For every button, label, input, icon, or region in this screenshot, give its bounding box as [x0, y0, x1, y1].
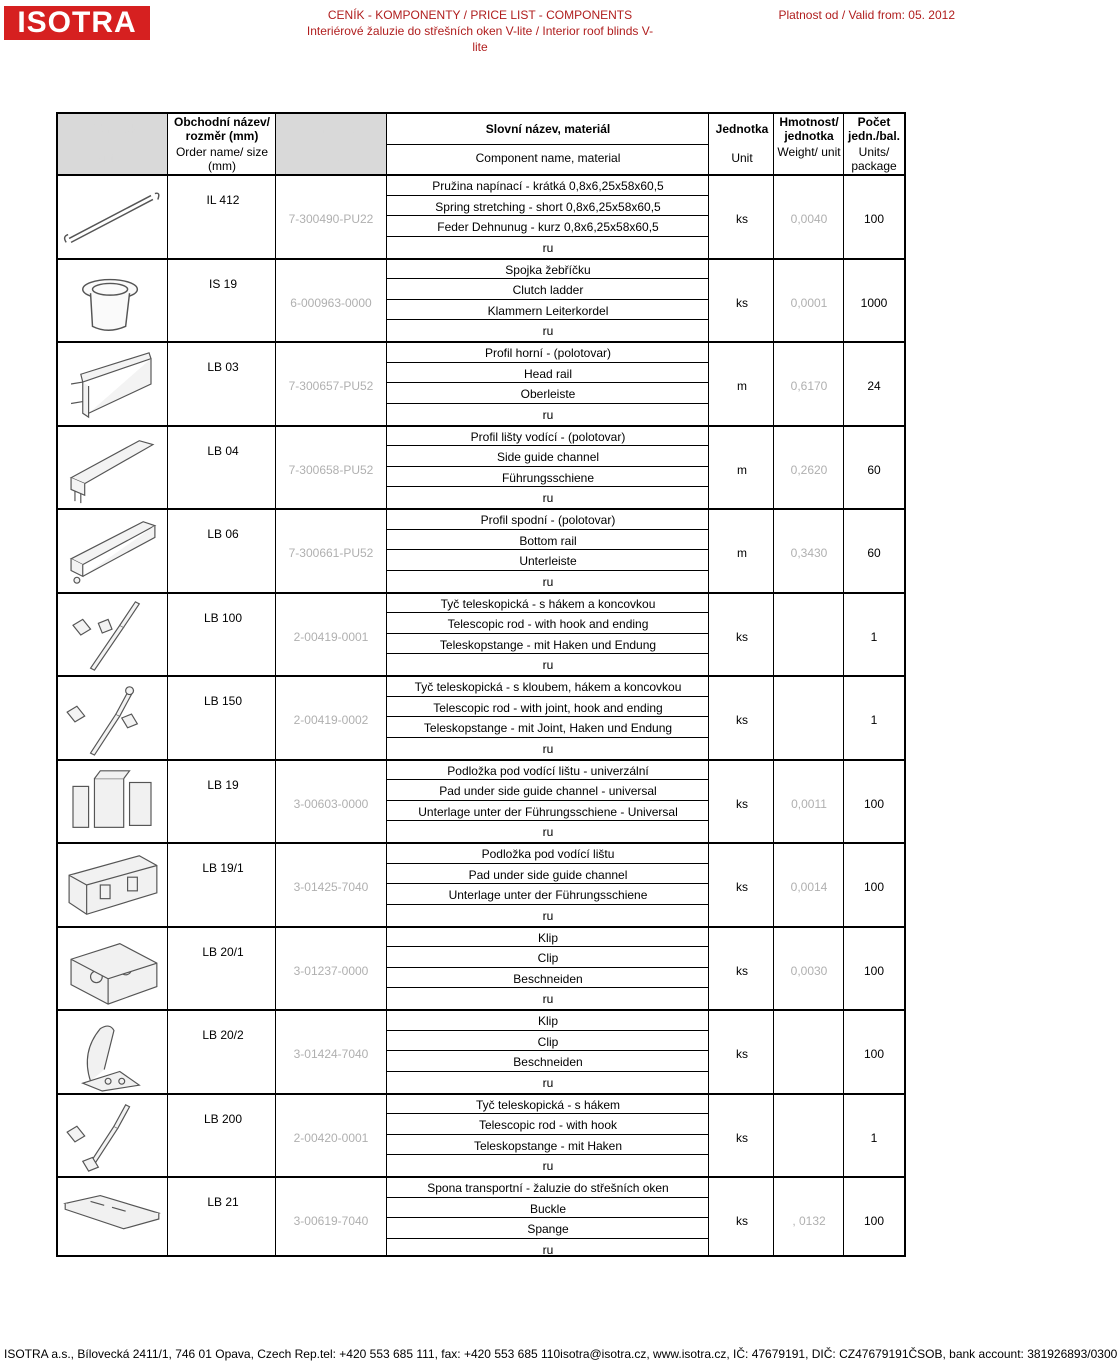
- units-per-package: 1: [870, 629, 878, 644]
- name-en: Head rail: [523, 366, 573, 381]
- isotra-logo: ISOTRA: [4, 6, 150, 40]
- row-divider: [387, 529, 709, 530]
- weight: 0,0001: [790, 295, 828, 310]
- weight: 0,3430: [790, 546, 828, 560]
- row-divider: [387, 486, 709, 487]
- unit: ks: [736, 1214, 748, 1228]
- table-row: [58, 174, 904, 258]
- name-de: Beschneiden: [513, 971, 583, 986]
- unit: m: [737, 546, 747, 560]
- table-row: [58, 341, 904, 425]
- name-en: Spring stretching - short 0,8x6,25x58x60,5: [435, 199, 661, 214]
- units-per-package: 1: [870, 713, 878, 727]
- buckle-icon: [60, 1180, 164, 1258]
- row-divider: [387, 570, 709, 571]
- order-name: IL 412: [206, 193, 240, 207]
- name-en: Clutch ladder: [512, 283, 584, 297]
- guide-channel-icon: [60, 429, 164, 507]
- order-name: LB 20/1: [202, 944, 244, 959]
- order-name: LB 19: [207, 777, 239, 792]
- row-divider: [387, 967, 709, 968]
- telescopic-rod-icon: [60, 596, 164, 674]
- row-divider: [387, 987, 709, 988]
- name-ru: ru: [542, 1242, 554, 1257]
- row-divider: [387, 1113, 709, 1114]
- name-ru: ru: [542, 741, 554, 756]
- order-number: 7-300490-PU22: [288, 212, 374, 226]
- unit: ks: [736, 295, 748, 310]
- weight: , 0132: [792, 1214, 826, 1228]
- name-en: Pad under side guide channel - universal: [439, 784, 657, 798]
- units-per-package: 100: [863, 212, 885, 226]
- table-row: [58, 1093, 904, 1177]
- telescopic-rod-hook-icon: [60, 1097, 164, 1175]
- name-en: Clip: [537, 951, 559, 965]
- row-divider: [387, 1154, 709, 1155]
- row-divider: [387, 716, 709, 717]
- pad-universal-icon: [60, 763, 164, 841]
- name-ru: ru: [542, 491, 554, 505]
- name-de: Unterlage unter der Führungsschiene - Universal: [418, 804, 678, 819]
- order-number: 7-300661-PU52: [288, 546, 374, 560]
- header-order-number-cz: Výr.číslo: [306, 122, 356, 136]
- table-row: [58, 759, 904, 843]
- row-divider: [387, 215, 709, 216]
- order-number: 2-00419-0001: [293, 629, 369, 644]
- header-divider: [387, 144, 709, 145]
- row-divider: [387, 382, 709, 383]
- table-row: [58, 1176, 904, 1260]
- order-number: 6-000963-0000: [290, 295, 372, 310]
- name-cz: Profil horní - (polotovar): [484, 346, 612, 360]
- units-per-package: 100: [863, 880, 885, 894]
- order-number: 2-00420-0001: [293, 1130, 369, 1145]
- title-line-2: Interiérové žaluzie do střešních oken V-lite / Interior roof blinds V-lite: [306, 24, 654, 54]
- name-cz: Profil spodní - (polotovar): [480, 513, 616, 527]
- table-header: [58, 114, 904, 174]
- name-de: Feder Dehnunug - kurz 0,8x6,25x58x60,5: [437, 220, 659, 234]
- name-en: Buckle: [529, 1201, 567, 1216]
- order-number: 3-01237-0000: [293, 963, 369, 978]
- name-ru: ru: [542, 240, 554, 255]
- unit: ks: [736, 796, 748, 811]
- order-name: LB 03: [207, 360, 239, 374]
- row-divider: [387, 445, 709, 446]
- clip-hook-icon: [60, 1013, 164, 1091]
- name-ru: ru: [542, 825, 554, 839]
- component-names: [387, 343, 709, 425]
- component-names: [387, 928, 709, 1010]
- weight: 0,6170: [790, 379, 828, 393]
- row-divider: [387, 1030, 709, 1031]
- row-divider: [387, 1134, 709, 1135]
- table-row: [58, 425, 904, 509]
- units-per-package: 100: [863, 796, 885, 811]
- weight: 0,0030: [790, 963, 828, 978]
- row-divider: [387, 904, 709, 905]
- units-per-package: 60: [867, 462, 881, 477]
- unit: ks: [736, 1047, 748, 1061]
- header-order-number-en: Order number: [293, 151, 369, 165]
- name-cz: Tyč teleskopická - s kloubem, hákem a koncovkou: [414, 680, 682, 694]
- col-divider: [275, 114, 276, 1255]
- row-divider: [387, 863, 709, 864]
- title-line-1: CENÍK - KOMPONENTY / PRICE LIST - COMPONENTS: [327, 8, 633, 22]
- table-row: [58, 258, 904, 342]
- component-names: [387, 260, 709, 342]
- row-divider: [387, 1071, 709, 1072]
- row-divider: [387, 737, 709, 738]
- name-de: Teleskopstange - mit Haken: [473, 1138, 623, 1153]
- row-divider: [387, 1197, 709, 1198]
- units-per-package: 1000: [860, 295, 888, 310]
- telescopic-rod-joint-icon: [60, 679, 164, 757]
- row-divider: [387, 362, 709, 363]
- document-title: [300, 7, 660, 55]
- component-names: [387, 427, 709, 509]
- price-list-table: [56, 112, 906, 1257]
- component-names: [387, 677, 709, 759]
- units-per-package: 100: [863, 1047, 885, 1061]
- header-weight-en: Weight/ unit: [777, 145, 841, 159]
- component-names: [387, 761, 709, 843]
- units-per-package: 100: [863, 1214, 885, 1228]
- table-row: [58, 1009, 904, 1093]
- unit: ks: [736, 212, 748, 226]
- unit: ks: [736, 963, 748, 978]
- row-divider: [387, 549, 709, 550]
- order-number: 3-00619-7040: [293, 1214, 369, 1228]
- row-divider: [387, 1238, 709, 1239]
- name-de: Oberleiste: [520, 387, 576, 401]
- row-divider: [387, 883, 709, 884]
- order-number: 3-01424-7040: [293, 1047, 369, 1061]
- weight: 0,0014: [790, 880, 828, 894]
- row-divider: [387, 696, 709, 697]
- table-row: [58, 926, 904, 1010]
- name-de: Unterlage unter der Führungsschiene: [448, 888, 648, 902]
- table-row: [58, 675, 904, 759]
- header-order-number: [276, 114, 386, 174]
- col-divider: [773, 114, 774, 1255]
- name-de: Beschneiden: [513, 1055, 583, 1069]
- bottom-rail-icon: [60, 512, 164, 590]
- component-names: [387, 1011, 709, 1093]
- col-divider: [708, 114, 709, 1255]
- row-divider: [387, 946, 709, 947]
- row-divider: [387, 236, 709, 237]
- name-en: Telescopic rod - with joint, hook and ending: [433, 700, 663, 715]
- unit: ks: [736, 1130, 748, 1145]
- component-names: [387, 176, 709, 258]
- order-name: LB 20/2: [202, 1028, 244, 1042]
- name-ru: ru: [542, 992, 554, 1006]
- unit: ks: [736, 713, 748, 727]
- col-divider: [843, 114, 844, 1255]
- order-name: LB 100: [203, 610, 243, 625]
- name-ru: ru: [542, 658, 554, 672]
- unit: m: [737, 462, 747, 477]
- name-cz: Profil lišty vodící - (polotovar): [470, 429, 626, 444]
- name-cz: Pružina napínací - krátká 0,8x6,25x58x60,5: [432, 179, 664, 193]
- weight: 0,0011: [791, 796, 827, 811]
- header-component-name-cz: Slovní název, materiál: [485, 122, 611, 136]
- name-en: Telescopic rod - with hook and ending: [447, 617, 649, 631]
- component-names: [387, 844, 709, 926]
- name-de: Unterleiste: [519, 554, 577, 568]
- header-weight: [774, 114, 844, 174]
- row-divider: [387, 633, 709, 634]
- col-divider: [167, 114, 168, 1255]
- header-picture-cz: Obrázek: [89, 122, 137, 136]
- header-unit: [710, 114, 774, 174]
- footer-company-info: ISOTRA a.s., Bílovecká 2411/1, 746 01 Opava, Czech Rep.tel: +420 553 685 111, fax: +420 553 685 110isotra@isotra.cz, www.isotra.cz, IČ: 47679191, DIČ: CZ47679191ČSOB, bank account: 381926893/0300: [4, 1347, 1117, 1361]
- name-ru: ru: [542, 407, 554, 422]
- clutch-icon: [60, 262, 164, 340]
- order-number: 3-00603-0000: [293, 796, 369, 811]
- header-picture-en: Picture: [94, 151, 132, 165]
- name-en: Pad under side guide channel: [468, 867, 628, 882]
- table-row: [58, 508, 904, 592]
- row-divider: [387, 195, 709, 196]
- row-divider: [387, 779, 709, 780]
- row-divider: [387, 800, 709, 801]
- row-divider: [387, 319, 709, 320]
- name-cz: Spojka žebříčku: [505, 262, 591, 277]
- table-row: [58, 842, 904, 926]
- name-de: Teleskopstange - mit Joint, Haken und Endung: [423, 721, 673, 735]
- order-number: 2-00419-0002: [293, 713, 369, 727]
- units-per-package: 60: [867, 546, 881, 560]
- name-ru: ru: [542, 324, 554, 338]
- header-units-package-en: Units/ package: [851, 145, 897, 173]
- row-divider: [387, 612, 709, 613]
- row-divider: [387, 403, 709, 404]
- order-name: IS 19: [208, 276, 238, 291]
- component-names: [387, 1178, 709, 1260]
- order-name: LB 04: [207, 443, 239, 458]
- unit: ks: [736, 629, 748, 644]
- name-cz: Podložka pod vodící lištu - univerzální: [447, 763, 649, 778]
- row-divider: [387, 1217, 709, 1218]
- header-order-name-cz: Obchodní název/ rozměr (mm): [173, 115, 270, 143]
- name-cz: Tyč teleskopická - s hákem a koncovkou: [440, 596, 656, 611]
- order-name: LB 150: [203, 694, 243, 708]
- order-number: 7-300658-PU52: [288, 462, 374, 477]
- valid-from: Platnost od / Valid from: 05. 2012: [778, 8, 955, 22]
- order-name: LB 200: [203, 1111, 243, 1126]
- name-ru: ru: [542, 1075, 554, 1090]
- name-en: Bottom rail: [519, 533, 577, 548]
- order-name: LB 19/1: [202, 861, 244, 875]
- col-divider: [386, 114, 387, 1255]
- order-number: 3-01425-7040: [293, 880, 369, 894]
- header-component-name-en: Component name, material: [475, 151, 621, 165]
- component-names: [387, 1095, 709, 1177]
- unit: ks: [736, 880, 748, 894]
- name-cz: Klip: [537, 1014, 558, 1028]
- header-units-package-cz: Počet jedn./bal.: [847, 115, 900, 143]
- name-de: Klammern Leiterkordel: [487, 303, 609, 318]
- row-divider: [387, 299, 709, 300]
- component-names: [387, 594, 709, 676]
- row-divider: [387, 278, 709, 279]
- name-cz: Tyč teleskopická - s hákem: [475, 1097, 621, 1112]
- component-names: [387, 510, 709, 592]
- order-name: LB 06: [207, 527, 239, 541]
- name-en: Telescopic rod - with hook: [478, 1118, 618, 1132]
- row-divider: [387, 653, 709, 654]
- header-order-name: [168, 114, 276, 174]
- name-de: Führungsschiene: [501, 470, 595, 485]
- row-divider: [387, 1050, 709, 1051]
- header-unit-en: Unit: [731, 151, 753, 165]
- weight: 0,0040: [790, 212, 828, 226]
- clip-icon: [60, 930, 164, 1008]
- header-picture: [58, 114, 168, 174]
- header-units-package: [844, 114, 904, 174]
- name-de: Spange: [527, 1222, 569, 1236]
- units-per-package: 1: [870, 1130, 878, 1145]
- order-name: LB 21: [207, 1195, 239, 1209]
- name-en: Clip: [537, 1034, 559, 1049]
- name-cz: Klip: [537, 930, 558, 945]
- name-ru: ru: [542, 1159, 554, 1173]
- row-divider: [387, 466, 709, 467]
- name-cz: Spona transportní - žaluzie do střešních oken: [427, 1181, 669, 1195]
- pad-icon: [60, 846, 164, 924]
- name-ru: ru: [542, 908, 554, 923]
- row-divider: [387, 820, 709, 821]
- spring-icon: [60, 178, 164, 256]
- name-cz: Podložka pod vodící lištu: [481, 847, 615, 861]
- name-ru: ru: [542, 574, 554, 589]
- header-weight-cz: Hmotnost/ jednotka: [779, 115, 839, 143]
- name-en: Side guide channel: [496, 450, 600, 464]
- name-de: Teleskopstange - mit Haken und Endung: [439, 637, 657, 652]
- header-unit-cz: Jednotka: [715, 122, 769, 136]
- table-row: [58, 592, 904, 676]
- weight: 0,2620: [790, 462, 828, 477]
- head-rail-icon: [60, 345, 164, 423]
- header-order-name-en: Order name/ size (mm): [175, 145, 269, 173]
- order-number: 7-300657-PU52: [288, 379, 374, 393]
- units-per-package: 100: [863, 963, 885, 978]
- unit: m: [737, 379, 747, 393]
- units-per-package: 24: [867, 379, 881, 393]
